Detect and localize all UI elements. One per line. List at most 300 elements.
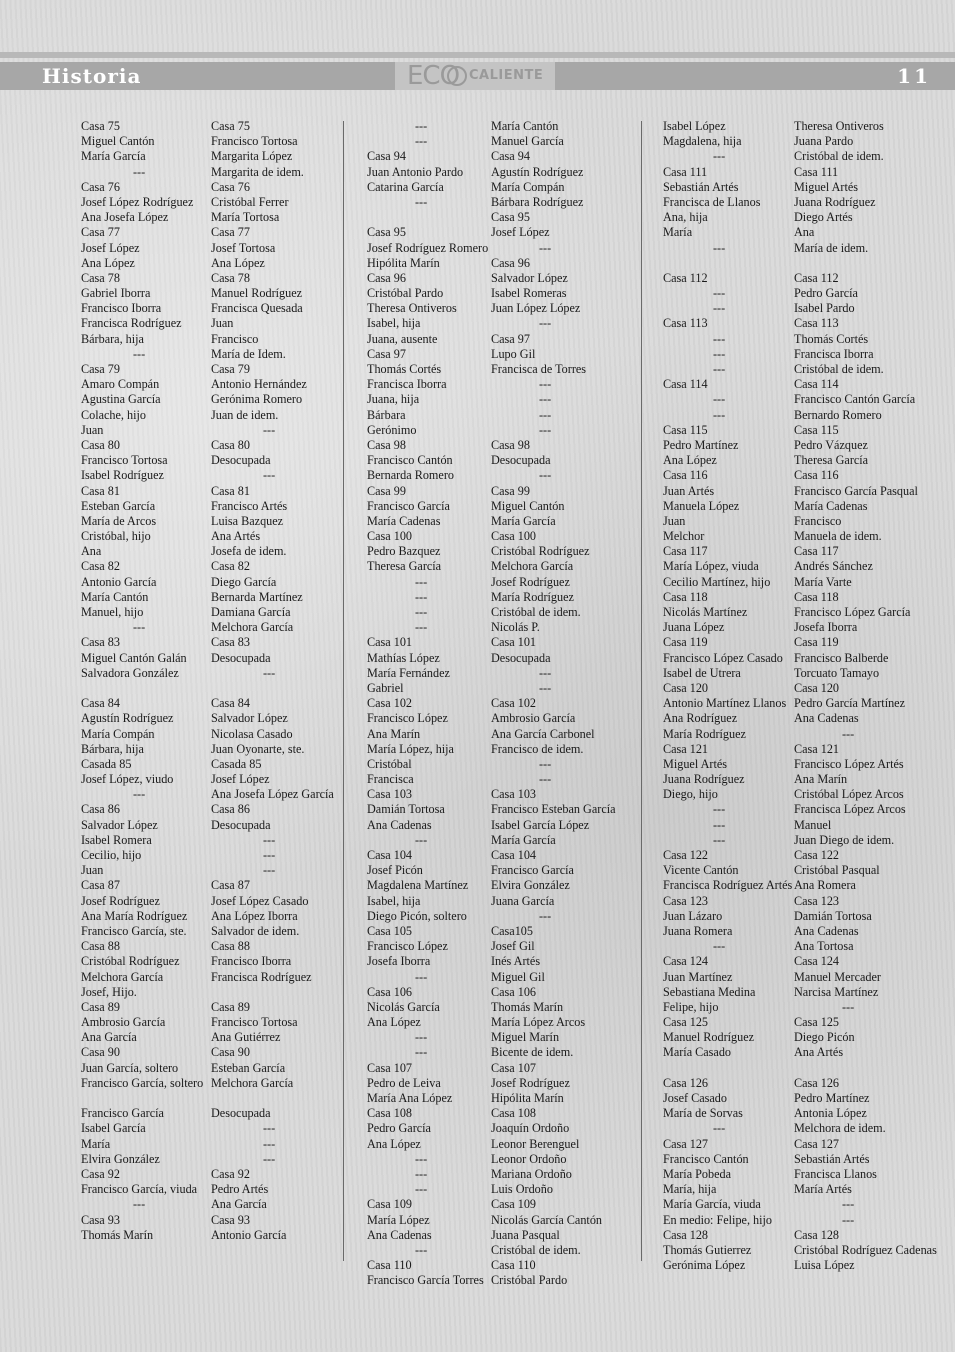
census-line: Gerónima López — [663, 1258, 746, 1273]
census-line: Juan — [81, 863, 104, 878]
census-line: Ana Cadenas — [794, 923, 859, 938]
census-line: Casa 78 — [81, 270, 120, 285]
census-line: Bárbara Rodríguez — [491, 194, 584, 209]
census-line: Francisco García — [491, 863, 574, 878]
census-line: Desocupada — [211, 650, 271, 665]
census-line: María García — [491, 513, 556, 528]
census-line — [211, 681, 334, 696]
census-line: Desocupada — [211, 453, 271, 468]
census-line: Joaquín Ordoño — [491, 1121, 570, 1136]
census-line: Ana — [81, 544, 102, 559]
census-line: --- — [263, 422, 276, 437]
census-line: Josefa Iborra — [794, 620, 858, 635]
census-line: --- — [713, 817, 726, 832]
census-line: Ana María Rodríguez — [81, 908, 188, 923]
census-line: Casa 119 — [663, 635, 708, 650]
census-line: Casa 82 — [211, 559, 250, 574]
census-line: --- — [539, 392, 552, 407]
census-line: Ambrosio García — [491, 711, 576, 726]
census-line: María López, hija — [367, 741, 454, 756]
census-line: Casa 124 — [663, 954, 709, 969]
census-line: Agustín Rodríguez — [81, 711, 174, 726]
census-line: Inés Artés — [491, 954, 541, 969]
census-line: María Rodríguez — [663, 726, 746, 741]
census-line: Cristóbal Ferrer — [211, 194, 289, 209]
census-line: Casa 96 — [491, 255, 530, 270]
census-line: Salvador López — [491, 270, 568, 285]
census-line: Casa 107 — [367, 1060, 413, 1075]
census-line: Francisco Cantón — [663, 1151, 749, 1166]
census-line: Francisca Rodríguez Artés — [663, 878, 793, 893]
census-line: Josef Rodríguez — [491, 574, 570, 589]
census-line: Mathías López — [367, 650, 440, 665]
census-line — [211, 1091, 334, 1106]
census-line: Cecilio, hijo — [81, 848, 142, 862]
census-line: Josef Rodríguez — [491, 1075, 570, 1090]
census-line: Magdalena, hija — [663, 134, 742, 149]
census-line: Miguel Gil — [491, 969, 545, 984]
census-line: Manuela López — [663, 498, 740, 513]
census-line: Juan Oyonarte, ste. — [211, 741, 305, 756]
census-line: --- — [415, 119, 428, 133]
census-line: Ana López Iborra — [211, 908, 298, 923]
census-line: Pedro Bazquez — [367, 544, 441, 559]
census-line: Manuel Mercader — [794, 969, 881, 984]
census-line: En medio: Felipe, hijo — [663, 1212, 772, 1227]
census-line: Francisco Balberde — [794, 650, 889, 665]
census-line: Josef Gil — [491, 939, 535, 954]
census-line: Nicolasa Casado — [211, 726, 293, 741]
census-line: --- — [263, 468, 276, 483]
census-line: Ana Josefa López — [81, 210, 169, 225]
census-line: Francisco Artés — [211, 498, 288, 513]
census-line: Melchor — [663, 529, 705, 544]
census-line: Manuel García — [491, 134, 564, 149]
census-line: --- — [713, 802, 726, 817]
census-line: Cristóbal Pasqual — [794, 863, 880, 878]
census-line: Casa 128 — [663, 1227, 709, 1242]
census-line: Bárbara — [367, 407, 406, 422]
census-column-3 — [367, 119, 488, 1288]
census-line: Sebastiana Medina — [663, 984, 756, 999]
census-line: Salvador López — [81, 817, 158, 832]
census-line: Ana Marín — [794, 772, 848, 787]
census-line: Casa 80 — [211, 437, 250, 452]
census-line: Josef López — [211, 772, 270, 787]
census-line: Isabel García — [81, 1121, 146, 1136]
census-line: Juan — [663, 513, 686, 528]
logo-ring-icon — [447, 66, 467, 86]
census-line: Diego Picón — [794, 1030, 855, 1045]
census-line: Gabriel Iborra — [81, 286, 151, 301]
census-line: Luisa López — [794, 1258, 855, 1273]
census-line: Josef Casado — [663, 1091, 727, 1105]
census-line: Pedro García Martínez — [794, 696, 905, 711]
census-line: Diego, hijo — [663, 787, 718, 802]
census-line: Cristóbal Rodríguez — [491, 544, 590, 559]
census-line: Casa 93 — [211, 1212, 250, 1227]
census-line: Casa 77 — [81, 225, 120, 240]
census-line: Casa 92 — [81, 1166, 120, 1181]
census-line: María Compán — [81, 726, 155, 741]
census-column-6 — [794, 119, 937, 1273]
census-line: Casa 103 — [367, 787, 413, 802]
census-line: Diego Picón, soltero — [367, 908, 467, 923]
census-line: María, hija — [663, 1182, 717, 1197]
census-line: María Artés — [794, 1182, 852, 1197]
census-line: --- — [133, 1197, 146, 1212]
census-line: Francisco López García — [794, 605, 911, 619]
census-line: Juana García — [491, 893, 555, 908]
census-line: --- — [415, 1242, 428, 1257]
census-line: Lupo Gil — [491, 346, 536, 361]
census-line: Casa 101 — [367, 635, 413, 650]
census-line: Hipólita Marín — [491, 1091, 564, 1105]
census-line: Casa 92 — [211, 1166, 250, 1181]
census-line: Casa 77 — [211, 225, 250, 240]
census-line: Casa 116 — [663, 468, 708, 483]
census-line: Juan — [81, 422, 104, 437]
census-line: Vicente Cantón — [663, 863, 739, 878]
census-line: Casa 109 — [367, 1197, 413, 1212]
census-line: Casa 126 — [663, 1075, 709, 1090]
census-line: Francisco García, viuda — [81, 1182, 198, 1197]
census-line: Pedro de Leiva — [367, 1075, 441, 1090]
census-line: --- — [713, 832, 726, 847]
census-line: Casa 99 — [367, 483, 406, 498]
census-line: Gabriel — [367, 680, 404, 695]
census-line: María de Arcos — [81, 513, 157, 528]
census-line: Miguel Artés — [663, 756, 727, 771]
census-line: Casa 105 — [367, 923, 413, 938]
logo-place-text: CALIENTE — [469, 68, 544, 83]
census-line: María Ana López — [367, 1091, 453, 1105]
census-line: Casa 115 — [794, 422, 839, 437]
census-line: Josefa de idem. — [211, 544, 287, 559]
census-line: Ana Cadenas — [794, 711, 859, 726]
census-line: Casa 108 — [367, 1106, 413, 1121]
census-line: María — [81, 1136, 111, 1151]
census-line: Ana Artés — [211, 529, 261, 544]
census-line: Casa 106 — [367, 984, 413, 999]
census-line: Ana Cadenas — [367, 817, 432, 832]
logo-eco-text: ECO — [407, 61, 460, 91]
census-line: Casa 126 — [794, 1075, 840, 1090]
census-line: Antonia López — [794, 1106, 867, 1121]
census-line: Miguel Cantón Galán — [81, 650, 187, 665]
census-line: --- — [415, 1030, 428, 1045]
census-line: Francisca Quesada — [211, 301, 303, 316]
census-line: Ana, hija — [663, 210, 708, 225]
census-line: Francisco García — [367, 498, 450, 513]
census-line: Francisco de idem. — [491, 741, 584, 756]
census-line: Francisca Iborra — [367, 377, 447, 392]
census-line: Juan de idem. — [211, 407, 279, 422]
census-line: --- — [713, 362, 726, 376]
census-line: Melchora García — [81, 969, 164, 984]
census-line: Antonio Martínez Llanos — [663, 696, 787, 711]
census-line: Casa 120 — [663, 680, 709, 695]
census-line: Salvador López — [211, 711, 288, 726]
census-line: Nicolás García — [367, 999, 440, 1014]
census-line: Cecilio Martínez, hijo — [663, 574, 771, 589]
census-line: Ana López — [211, 255, 265, 270]
census-line: Isabel García López — [491, 817, 590, 832]
census-line: Casa 78 — [211, 270, 250, 285]
census-line: --- — [415, 1151, 428, 1166]
census-column-4 — [491, 119, 616, 1288]
census-line: --- — [842, 726, 855, 741]
census-line: Miguel Marín — [491, 1030, 560, 1045]
census-line: Nicolás P. — [491, 620, 540, 635]
census-line: Casada 85 — [211, 756, 262, 771]
page-number: 11 — [897, 64, 931, 88]
census-line — [81, 681, 203, 696]
census-line: Josef López — [81, 240, 140, 255]
census-line: Felipe, hijo — [663, 999, 719, 1014]
census-line: Francisco Iborra — [81, 301, 162, 316]
census-line: Casa 117 — [663, 544, 708, 559]
census-line: María Cantón — [81, 589, 149, 604]
census-line: Casa105 — [491, 923, 533, 938]
census-line: Gerónimo — [367, 422, 417, 437]
census-line: Josefa Iborra — [367, 954, 431, 969]
census-line: Casa 114 — [794, 377, 839, 392]
census-line: Theresa García — [367, 559, 442, 574]
census-line: Francisco López Casado — [663, 650, 783, 665]
census-line: Francisca de Llanos — [663, 194, 761, 209]
census-line: Casa 87 — [211, 878, 250, 893]
census-line: Francisco García Torres — [367, 1273, 484, 1288]
census-line: María de idem. — [794, 240, 869, 255]
census-line: --- — [713, 1121, 726, 1136]
census-line: María García — [81, 149, 146, 164]
census-line: Miguel Cantón — [81, 134, 155, 149]
census-line: Cristóbal — [367, 756, 412, 771]
census-line: Juana Romera — [663, 923, 733, 938]
census-line: Casa 97 — [491, 331, 530, 346]
census-line: Casa 112 — [794, 270, 839, 285]
census-line: Isabel Pardo — [794, 301, 855, 316]
census-line: Bicente de idem. — [491, 1045, 574, 1060]
census-line: María Tortosa — [211, 210, 280, 225]
census-line: Francisco — [211, 331, 259, 346]
census-line: Esteban García — [81, 498, 156, 513]
census-line: Casa 111 — [663, 164, 708, 179]
census-line: --- — [415, 589, 428, 604]
census-line: Francisco Esteban García — [491, 802, 616, 817]
census-line: Isabel Romera — [81, 832, 152, 847]
census-line: Juan López López — [491, 301, 581, 316]
census-line: Casa 112 — [663, 270, 708, 285]
census-line: Casa 83 — [81, 635, 120, 650]
census-line — [663, 256, 792, 271]
census-line: Ana Gutiérrez — [211, 1030, 281, 1045]
census-line: Casa 121 — [663, 741, 709, 756]
census-line: Casa 79 — [211, 362, 250, 376]
census-line: Luis Ordoño — [491, 1182, 553, 1197]
census-line: Ana López — [367, 1136, 421, 1151]
census-line: María Rodríguez — [491, 589, 574, 604]
census-line: Casa 121 — [794, 741, 840, 756]
census-line: Casa 84 — [81, 696, 120, 711]
census-line: Casa 98 — [491, 437, 530, 452]
census-line: María Varte — [794, 574, 852, 589]
census-line: Francisco Tortosa — [211, 134, 298, 149]
census-line: Pedro Martínez — [663, 437, 739, 452]
census-line: Casa 81 — [81, 483, 120, 498]
census-line: Francisco López — [367, 939, 448, 954]
census-line: Josef, Hijo. — [81, 984, 137, 999]
census-line: Ana López — [81, 255, 135, 270]
census-line: Josef Tortosa — [211, 240, 276, 255]
census-line: Francisco Cantón — [367, 453, 453, 468]
census-line — [663, 1061, 792, 1076]
census-line: Casa 96 — [367, 270, 406, 285]
census-line: --- — [263, 863, 276, 878]
census-line: Manuel, hijo — [81, 605, 144, 619]
census-line: Casa 86 — [81, 802, 120, 817]
census-line: Torcuato Tamayo — [794, 665, 880, 680]
census-line: Isabel Rodríguez — [81, 468, 164, 483]
census-line: Casa 109 — [491, 1197, 537, 1212]
census-line: Catarina García — [367, 179, 444, 194]
census-line: Francisca — [367, 772, 414, 787]
census-line: --- — [713, 301, 726, 316]
census-line: Casa 127 — [794, 1136, 840, 1151]
census-column-1 — [81, 119, 203, 1243]
census-line: Juana Pardo — [794, 134, 854, 149]
census-line: Cristóbal, hijo — [81, 529, 151, 544]
census-line: Juan Lázaro — [663, 908, 723, 923]
census-line: Diego García — [211, 574, 277, 589]
census-line: Casa 118 — [794, 589, 839, 604]
census-line: Casa 99 — [491, 483, 530, 498]
census-line: --- — [415, 605, 428, 619]
census-line: Isabel, hija — [367, 893, 421, 908]
census-line: Cristóbal Rodríguez — [81, 954, 180, 969]
census-line: Casa 84 — [211, 696, 250, 711]
census-line: María Fernández — [367, 665, 450, 680]
census-line: Casa 97 — [367, 346, 406, 361]
census-line: Nicolás Martínez — [663, 605, 748, 619]
census-line: Casa 95 — [491, 210, 530, 225]
census-line: Josef López — [491, 225, 550, 240]
census-line: Casa 100 — [491, 529, 537, 544]
census-line: Francisco Tortosa — [81, 453, 168, 468]
census-line: --- — [713, 286, 726, 301]
census-line: Casa 104 — [367, 848, 413, 862]
census-line: María de Idem. — [211, 346, 286, 361]
census-line: Casa 122 — [663, 848, 709, 862]
census-line: Cristóbal de idem. — [794, 362, 884, 376]
census-line: Melchora de idem. — [794, 1121, 886, 1136]
census-line: Cristóbal de idem. — [794, 149, 884, 164]
census-line: Antonio Hernández — [211, 377, 307, 392]
census-line: María Casado — [663, 1045, 732, 1060]
census-line: Francisca de Torres — [491, 362, 587, 376]
census-line: Narcisa Martínez — [794, 984, 879, 999]
census-line: Juana López — [663, 620, 725, 635]
census-line: --- — [263, 848, 276, 862]
census-line: Casa 104 — [491, 848, 537, 862]
census-column-5 — [663, 119, 792, 1273]
census-line: Casa 100 — [367, 529, 413, 544]
census-line: Thomás Marín — [491, 999, 564, 1014]
census-line: --- — [842, 1212, 855, 1227]
census-line: Damiana García — [211, 605, 291, 619]
census-line: Ana Romera — [794, 878, 856, 893]
census-line: Juan — [211, 316, 234, 331]
census-line: --- — [539, 908, 552, 923]
census-line: Sebastián Artés — [663, 179, 739, 194]
census-line: --- — [539, 772, 552, 787]
census-line: Cristóbal de idem. — [491, 605, 581, 619]
census-line: Manuela de idem. — [794, 529, 882, 544]
census-line: Casa 82 — [81, 559, 120, 574]
census-line: --- — [539, 407, 552, 422]
census-line: --- — [539, 665, 552, 680]
census-line: Francisco Cantón García — [794, 392, 916, 407]
census-line: Juana Pasqual — [491, 1227, 560, 1242]
census-line: Juana, ausente — [367, 331, 438, 346]
census-line: Hipólita Marín — [367, 255, 440, 270]
census-line: Agustín Rodríguez — [491, 164, 584, 179]
census-line: Ana López — [663, 453, 717, 468]
census-line: Casa 80 — [81, 437, 120, 452]
census-line: Casa 107 — [491, 1060, 537, 1075]
census-line: Pedro Martínez — [794, 1091, 870, 1105]
census-line: Pedro García — [794, 286, 858, 301]
census-line: Josef Picón — [367, 863, 423, 878]
census-line: Francisco García, ste. — [81, 923, 187, 938]
census-line: Theresa Ontiveros — [367, 301, 457, 316]
census-line: Casa 106 — [491, 984, 537, 999]
census-line: Casa 95 — [367, 225, 406, 240]
census-line: María Pobeda — [663, 1166, 732, 1181]
census-line: --- — [415, 1182, 428, 1197]
census-line: Miguel Cantón — [491, 498, 565, 513]
census-line: Cristóbal Pardo — [367, 286, 444, 301]
census-line: --- — [263, 832, 276, 847]
census-line: --- — [539, 377, 552, 392]
census-line: Diego Artés — [794, 210, 853, 225]
census-line: Ana García — [211, 1197, 267, 1212]
census-line: Isabel Romeras — [491, 286, 567, 301]
census-line: Casa 88 — [211, 939, 250, 954]
census-line: Casa 94 — [491, 149, 530, 164]
census-line: Juan Antonio Pardo — [367, 164, 464, 179]
census-line: Casa 76 — [211, 179, 250, 194]
census-line: Elvira González — [81, 1151, 160, 1166]
census-line: Esteban García — [211, 1060, 286, 1075]
census-line: Ana Artés — [794, 1045, 844, 1060]
census-line: Gerónima Romero — [211, 392, 303, 407]
census-line: Casa 119 — [794, 635, 839, 650]
census-line: Damián Tortosa — [367, 802, 445, 817]
section-title: Historia — [42, 64, 142, 88]
census-line: Juan Diego de idem. — [794, 832, 895, 847]
census-line: Casa 75 — [211, 119, 250, 133]
census-line: Josef López, viudo — [81, 772, 174, 787]
census-line: Mariana Ordoño — [491, 1166, 572, 1181]
census-line: Manuel — [794, 817, 832, 832]
census-line: Casa 111 — [794, 164, 839, 179]
census-line: Nicolás García Cantón — [491, 1212, 603, 1227]
census-line: --- — [415, 574, 428, 589]
census-line: Antonio García — [81, 574, 157, 589]
census-line: Ana Tortosa — [794, 939, 854, 954]
